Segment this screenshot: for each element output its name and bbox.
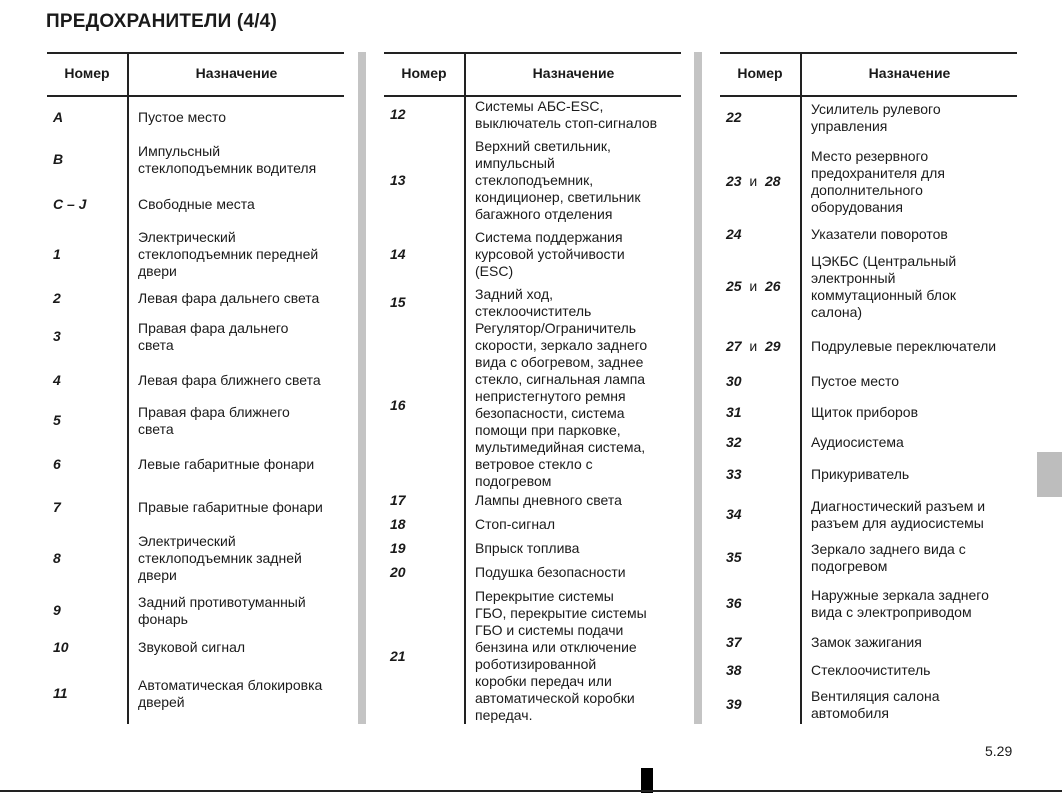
fuse-purpose: Щиток приборов: [811, 404, 919, 420]
fuse-number: [726, 696, 742, 713]
fuse-number: [53, 290, 61, 307]
fuse-number-value: 22: [726, 109, 742, 125]
fuse-number-value-2: 26: [764, 278, 781, 294]
fuse-number-value: 18: [390, 516, 406, 532]
fuse-number: [726, 549, 742, 566]
fuse-number-value: 16: [390, 397, 406, 413]
fuse-number-value: 19: [390, 540, 406, 556]
fuse-purpose: Левая фара дальнего света: [138, 290, 320, 306]
fuse-number: [53, 499, 61, 516]
fuse-purpose: Автоматическая блокировка дверей: [138, 677, 323, 710]
fuse-number-value: B: [53, 151, 64, 167]
fuse-number: [726, 466, 742, 483]
fuse-number-value: 12: [390, 106, 406, 122]
fuse-purpose: Электрический стеклоподъемник передней двери: [138, 229, 319, 279]
fuse-number: [53, 151, 63, 168]
fuse-number-value: 25: [726, 278, 742, 294]
column-divider: [800, 52, 802, 724]
column-separator: [694, 52, 702, 724]
fuse-number: [53, 246, 61, 263]
fuse-number-value: 34: [726, 506, 742, 522]
fuse-number: [53, 196, 86, 213]
fuse-number-value: 2: [53, 290, 61, 306]
fuse-number: [726, 173, 781, 190]
fuse-table-column-2: [384, 52, 681, 724]
header-purpose: Назначение: [195, 65, 278, 81]
fuse-number-and: и: [749, 338, 758, 354]
header-purpose: Назначение: [532, 65, 615, 81]
fuse-number: [390, 540, 406, 557]
fuse-number: [53, 550, 61, 567]
fuse-number-value: 3: [53, 328, 61, 344]
fuse-number: [390, 106, 406, 123]
column-divider: [464, 52, 466, 724]
fuse-number-value: 13: [390, 172, 406, 188]
fuse-purpose: Звуковой сигнал: [138, 639, 246, 655]
fuse-purpose: Вентиляция салона автомобиля: [811, 688, 940, 721]
header-rule: [47, 95, 344, 97]
bottom-rule: [0, 790, 1062, 792]
fuse-number-value: 33: [726, 466, 742, 482]
fuse-purpose: Прикуриватель: [811, 466, 910, 482]
fuse-purpose: Импульсный стеклоподъемник водителя: [138, 143, 317, 176]
fuse-purpose: Правая фара дальнего света: [138, 320, 289, 353]
fuse-purpose: Перекрытие системы ГБО, перекрытие системы ГБО и системы подачи бензина или отключение роботизированной коробки передач или автоматической коробки передач.: [475, 588, 647, 723]
table-top-rule: [47, 52, 344, 54]
fuse-number: [726, 634, 742, 651]
fuse-purpose: Система поддержания курсовой устойчивости (ESC): [475, 229, 625, 279]
fuse-number-value: 1: [53, 246, 61, 262]
fuse-purpose: Зеркало заднего вида с подогревом: [811, 541, 966, 574]
fuse-purpose: Левая фара ближнего света: [138, 372, 321, 388]
fuse-number-and: и: [749, 173, 758, 189]
fuse-table-column-1: [47, 52, 344, 724]
fuse-number: [390, 397, 406, 414]
fuse-purpose: Задний противотуманный фонарь: [138, 594, 306, 627]
fuse-number: [726, 595, 742, 612]
fuse-number-value: 8: [53, 550, 61, 566]
fuse-number: [390, 564, 406, 581]
fuse-purpose: ЦЭКБС (Центральный электронный коммутационный блок салона): [811, 253, 957, 320]
fuse-number-value: 6: [53, 456, 61, 472]
fuse-table-column-3: [720, 52, 1017, 724]
fuse-number: [726, 338, 781, 355]
fuse-purpose: Аудиосистема: [811, 434, 904, 450]
fuse-purpose: Правая фара ближнего света: [138, 404, 290, 437]
fuse-number: [390, 492, 406, 509]
fuse-number-value: 7: [53, 499, 61, 515]
fuse-purpose: Стоп-сигнал: [475, 516, 556, 532]
fuse-number-value: 15: [390, 294, 406, 310]
fuse-number-value: 11: [53, 685, 68, 701]
fuse-number-value: 37: [726, 634, 742, 650]
fuse-purpose: Электрический стеклоподъемник задней двери: [138, 533, 302, 583]
fuse-number-value: 24: [726, 226, 742, 242]
fuse-number: [390, 172, 406, 189]
header-purpose: Назначение: [868, 65, 951, 81]
fuse-purpose: Задний ход, стеклоочиститель: [475, 286, 592, 319]
header-rule: [720, 95, 1017, 97]
fuse-number-value: 21: [390, 648, 406, 664]
fuse-purpose: Место резервного предохранителя для дополнительного оборудования: [811, 148, 945, 215]
fuse-purpose: Усилитель рулевого управления: [811, 101, 941, 134]
fuse-purpose: Регулятор/Ограничитель скорости, зеркало заднего вида с обогревом, заднее стекло, сигнальная лампа непристегнутого ремня безопасности, система помощи при парковке, мультимедийная система, ветровое стекло с подогревом: [475, 320, 648, 489]
fuse-purpose: Наружные зеркала заднего вида с электроприводом: [811, 587, 989, 620]
header-rule: [384, 95, 681, 97]
fuse-purpose: Впрыск топлива: [475, 540, 580, 556]
fuse-number: [53, 639, 69, 656]
fuse-number: [390, 516, 406, 533]
fuse-number-value: 27: [726, 338, 742, 354]
fuse-purpose: Пустое место: [811, 373, 900, 389]
fuse-number: [390, 294, 406, 311]
header-number: Номер: [401, 65, 447, 81]
fuse-number-value: A: [53, 109, 64, 125]
fuse-number: [726, 109, 742, 126]
section-tab: [1037, 452, 1062, 497]
page-number: 5.29: [985, 743, 1013, 759]
fuse-number-value: 17: [390, 492, 406, 508]
column-separator: [358, 52, 366, 724]
fuse-number: [53, 372, 61, 389]
fuse-number: [53, 328, 61, 345]
fuse-purpose: Левые габаритные фонари: [138, 456, 315, 472]
fuse-number-value-2: 29: [764, 338, 781, 354]
fuse-purpose: Указатели поворотов: [811, 226, 948, 242]
fuse-number: [53, 602, 61, 619]
fuse-number: [726, 434, 742, 451]
page-title: ПРЕДОХРАНИТЕЛИ (4/4): [46, 11, 277, 32]
fuse-purpose: Стеклоочиститель: [811, 662, 931, 678]
fuse-number-value: 4: [53, 372, 61, 388]
fuse-number-and: и: [749, 278, 758, 294]
header-number: Номер: [64, 65, 110, 81]
fuse-number-value: 14: [390, 246, 406, 262]
fuse-number-value: 31: [726, 404, 742, 420]
fuse-number-value: 35: [726, 549, 742, 565]
fuse-number: [726, 662, 742, 679]
fuse-number-value: 32: [726, 434, 742, 450]
fuse-number-value: 39: [726, 696, 742, 712]
fuse-purpose: Свободные места: [138, 196, 255, 212]
fuse-purpose: Подушка безопасности: [475, 564, 626, 580]
fuse-number: [726, 506, 742, 523]
fuse-number-value: 38: [726, 662, 742, 678]
fuse-number-value: C – J: [53, 196, 87, 212]
fuse-purpose: Верхний светильник, импульсный стеклоподъемник, кондиционер, светильник багажного отделения: [475, 138, 641, 222]
fuse-number: [726, 404, 742, 421]
fuse-number: [390, 246, 406, 263]
fuse-purpose: Пустое место: [138, 109, 227, 125]
fuse-purpose: Замок зажигания: [811, 634, 922, 650]
fuse-number-value: 20: [390, 564, 406, 580]
fuse-number-value: 5: [53, 412, 61, 428]
fuse-number: [726, 373, 742, 390]
fuse-number-value: 36: [726, 595, 742, 611]
fuse-number: [53, 109, 63, 126]
fuse-number-value: 9: [53, 602, 61, 618]
fuse-number-value: 23: [726, 173, 742, 189]
fuse-purpose: Системы АБС-ESC, выключатель стоп-сигналов: [475, 98, 658, 131]
fuse-number: [390, 648, 406, 665]
fuse-number-value: 30: [726, 373, 742, 389]
fuse-number: [53, 685, 68, 702]
fuse-number: [53, 456, 61, 473]
fuse-purpose: Правые габаритные фонари: [138, 499, 323, 515]
table-top-rule: [384, 52, 681, 54]
fuse-purpose: Диагностический разъем и разъем для аудиосистемы: [811, 498, 986, 531]
fuse-number: [726, 278, 781, 295]
fuse-number: [726, 226, 742, 243]
fuse-number-value: 10: [53, 639, 69, 655]
header-number: Номер: [737, 65, 783, 81]
fuse-purpose: Лампы дневного света: [475, 492, 622, 508]
table-top-rule: [720, 52, 1017, 54]
fuse-number-value-2: 28: [764, 173, 781, 189]
column-divider: [127, 52, 129, 724]
fuse-number: [53, 412, 61, 429]
fuse-purpose: Подрулевые переключатели: [811, 338, 997, 354]
